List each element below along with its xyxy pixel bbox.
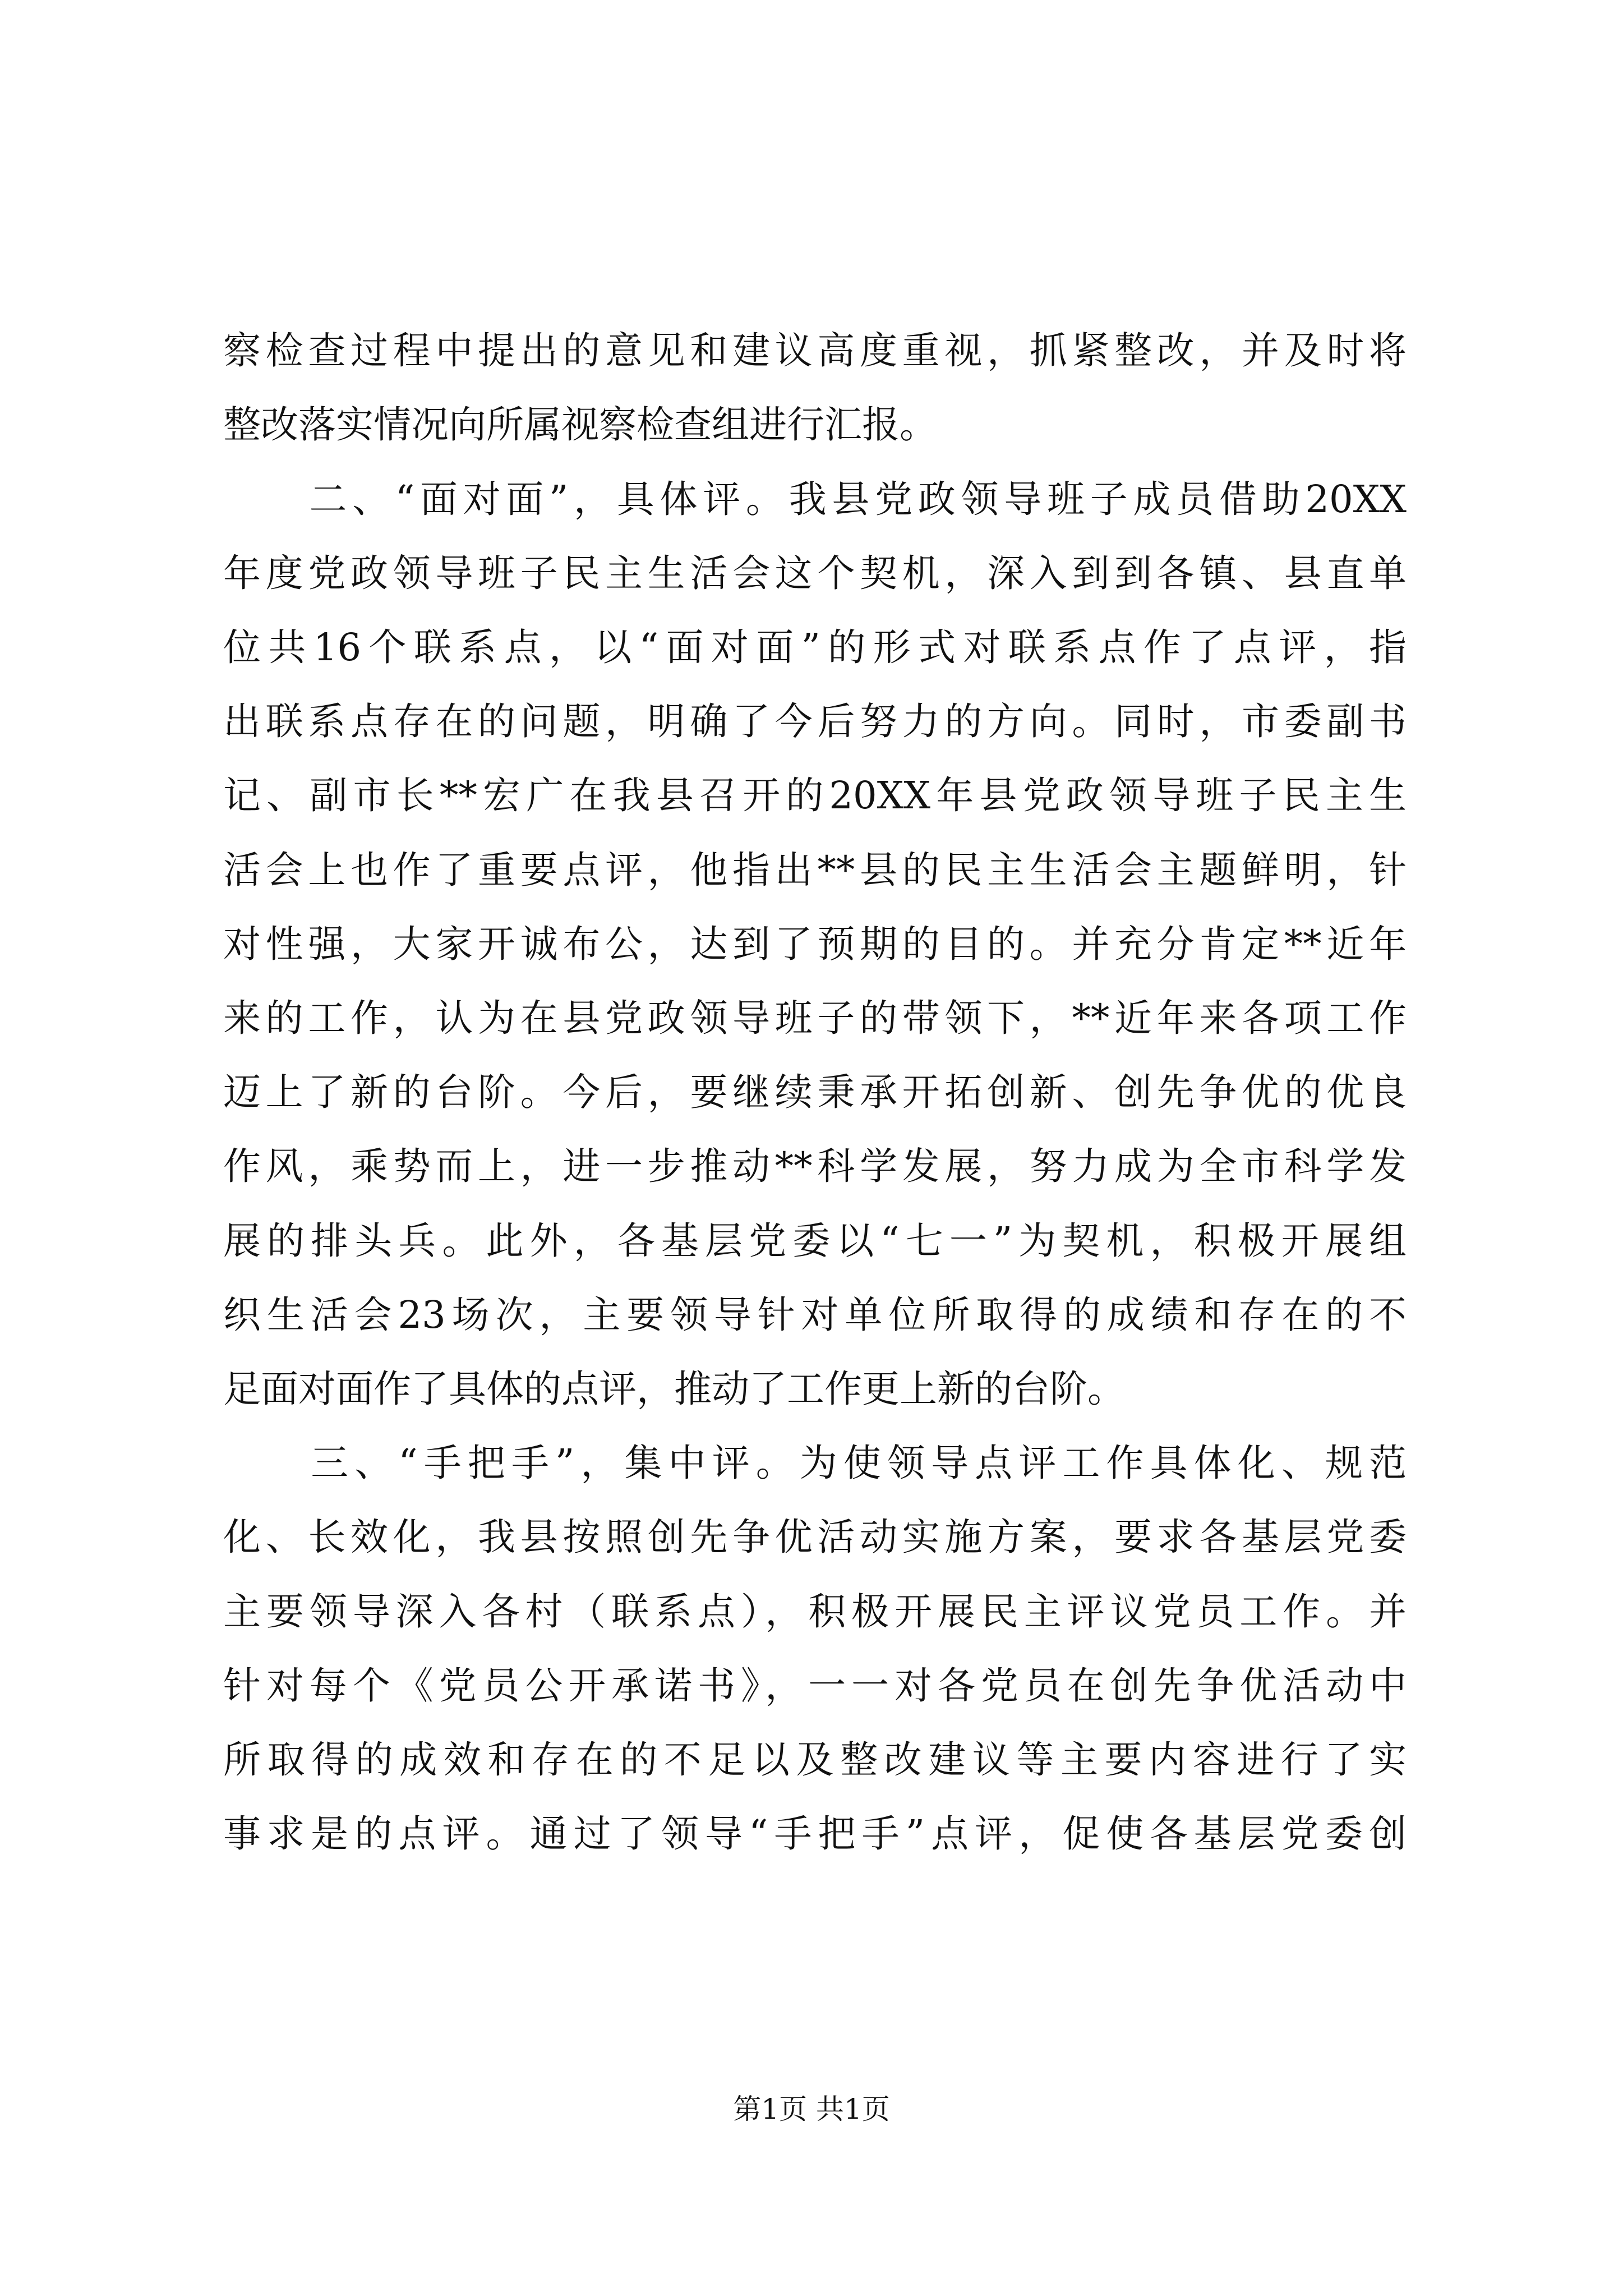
text-line: 出联系点存在的问题，明确了今后努力的方向。同时，市委副书 (223, 700, 1407, 743)
text-line: 二、“面对面”，具体评。我县党政领导班子成员借助20XX (223, 477, 1407, 521)
text-line: 察检查过程中提出的意见和建议高度重视，抓紧整改，并及时将 (223, 329, 1407, 372)
page-footer: 第1页 共1页 (733, 2093, 890, 2125)
text-line: 对性强，大家开诚布公，达到了预期的目的。并充分肯定**近年 (223, 922, 1407, 966)
text-line: 来的工作，认为在县党政领导班子的带领下，**近年来各项工作 (223, 996, 1407, 1040)
text-line: 活会上也作了重要点评，他指出**县的民主生活会主题鲜明，针 (223, 848, 1407, 892)
text-line: 化、长效化，我县按照创先争优活动实施方案，要求各基层党委 (223, 1515, 1407, 1559)
text-line: 三、“手把手”，集中评。为使领导点评工作具体化、规范 (223, 1441, 1407, 1485)
text-line: 织生活会23场次，主要领导针对单位所取得的成绩和存在的不 (223, 1293, 1407, 1337)
text-line: 整改落实情况向所属视察检查组进行汇报。 (223, 403, 937, 447)
text-line: 记、副市长**宏广在我县召开的20XX年县党政领导班子民主生 (223, 774, 1407, 817)
text-line: 所取得的成效和存在的不足以及整改建议等主要内容进行了实 (223, 1738, 1407, 1782)
text-line: 事求是的点评。通过了领导“手把手”点评，促使各基层党委创 (223, 1812, 1407, 1856)
text-line: 足面对面作了具体的点评，推动了工作更上新的台阶。 (223, 1367, 1125, 1411)
text-line: 展的排头兵。此外，各基层党委以“七一”为契机，积极开展组 (223, 1219, 1407, 1263)
text-line: 针对每个《党员公开承诺书》，一一对各党员在创先争优活动中 (223, 1664, 1407, 1708)
text-line: 迈上了新的台阶。今后，要继续秉承开拓创新、创先争优的优良 (223, 1070, 1407, 1114)
text-line: 作风，乘势而上，进一步推动**科学发展，努力成为全市科学发 (223, 1144, 1407, 1188)
text-line: 位共16个联系点，以“面对面”的形式对联系点作了点评，指 (223, 625, 1407, 669)
text-line: 主要领导深入各村（联系点），积极开展民主评议党员工作。并 (223, 1590, 1407, 1634)
text-line: 年度党政领导班子民主生活会这个契机，深入到到各镇、县直单 (223, 551, 1407, 595)
